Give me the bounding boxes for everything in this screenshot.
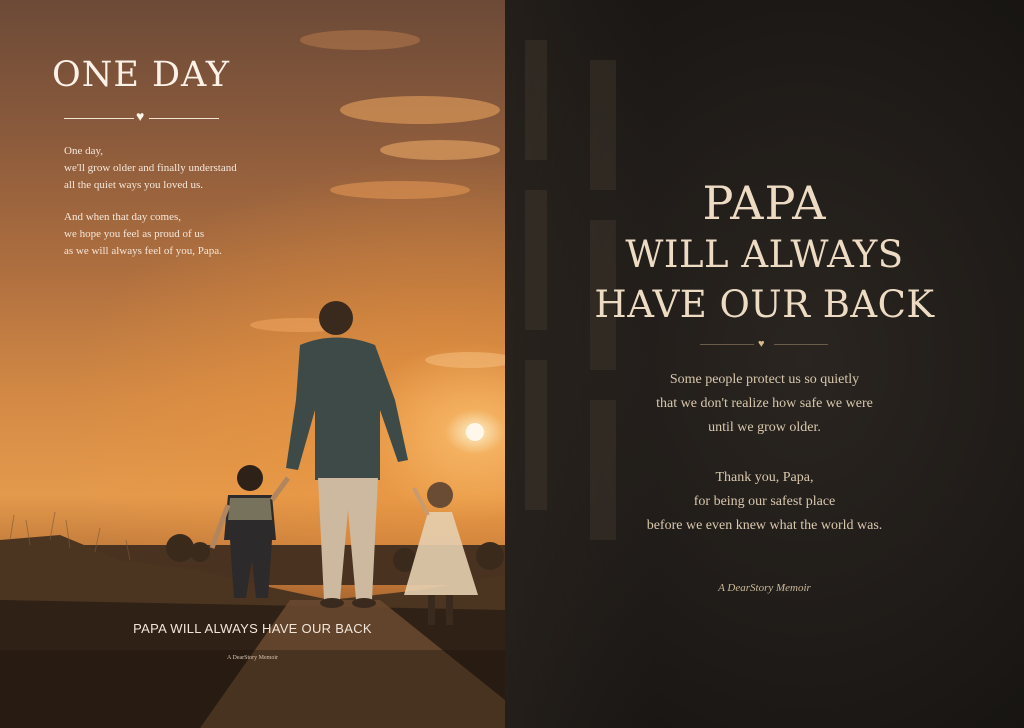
message-paragraph-2 bbox=[505, 466, 1024, 538]
poem-line: And when that day comes, bbox=[64, 211, 181, 223]
poem-line: One day, bbox=[64, 145, 103, 157]
poem-line: all the quiet ways you loved us. bbox=[64, 179, 204, 191]
poem-stanza-1 bbox=[64, 143, 304, 194]
title-divider bbox=[64, 110, 219, 126]
poem bbox=[64, 143, 304, 275]
heart-icon: ♥ bbox=[758, 338, 765, 350]
heart-icon: ♥ bbox=[136, 110, 145, 125]
message-line: until we grow older. bbox=[708, 420, 821, 435]
poem-line: we hope you feel as proud of us bbox=[64, 228, 205, 240]
message-paragraph-1 bbox=[505, 368, 1024, 440]
headline-line-2: WILL ALWAYS bbox=[625, 233, 904, 276]
message-line: before we even knew what the world was. bbox=[646, 518, 883, 533]
sun bbox=[466, 423, 484, 441]
right-page bbox=[505, 0, 1024, 728]
memoir-signature: A DearStory Memoir bbox=[718, 582, 811, 594]
photo-caption-credit: A DearStory Memoir bbox=[227, 655, 278, 661]
one-day-title: ONE DAY bbox=[52, 55, 231, 95]
left-page-photo bbox=[0, 0, 505, 728]
message-line: for being our safest place bbox=[693, 494, 836, 509]
divider-line bbox=[700, 344, 754, 345]
divider-line bbox=[774, 344, 828, 345]
message-line: Thank you, Papa, bbox=[715, 470, 814, 485]
divider-line bbox=[64, 118, 134, 119]
divider-line bbox=[149, 118, 219, 119]
message-line: that we don't realize how safe we were bbox=[656, 396, 873, 411]
headline-line-3: HAVE OUR BACK bbox=[594, 283, 935, 326]
poem-line: we'll grow older and finally understand bbox=[64, 162, 237, 174]
photo-caption: PAPA WILL ALWAYS HAVE OUR BACK bbox=[133, 621, 372, 636]
headline-line-1: PAPA bbox=[702, 176, 827, 230]
window-shadow-pattern bbox=[505, 0, 1024, 728]
headline-divider bbox=[700, 337, 828, 351]
message-line: Some people protect us so quietly bbox=[669, 372, 860, 387]
poem-stanza-2 bbox=[64, 209, 304, 260]
poem-line: as we will always feel of you, Papa. bbox=[64, 245, 222, 257]
